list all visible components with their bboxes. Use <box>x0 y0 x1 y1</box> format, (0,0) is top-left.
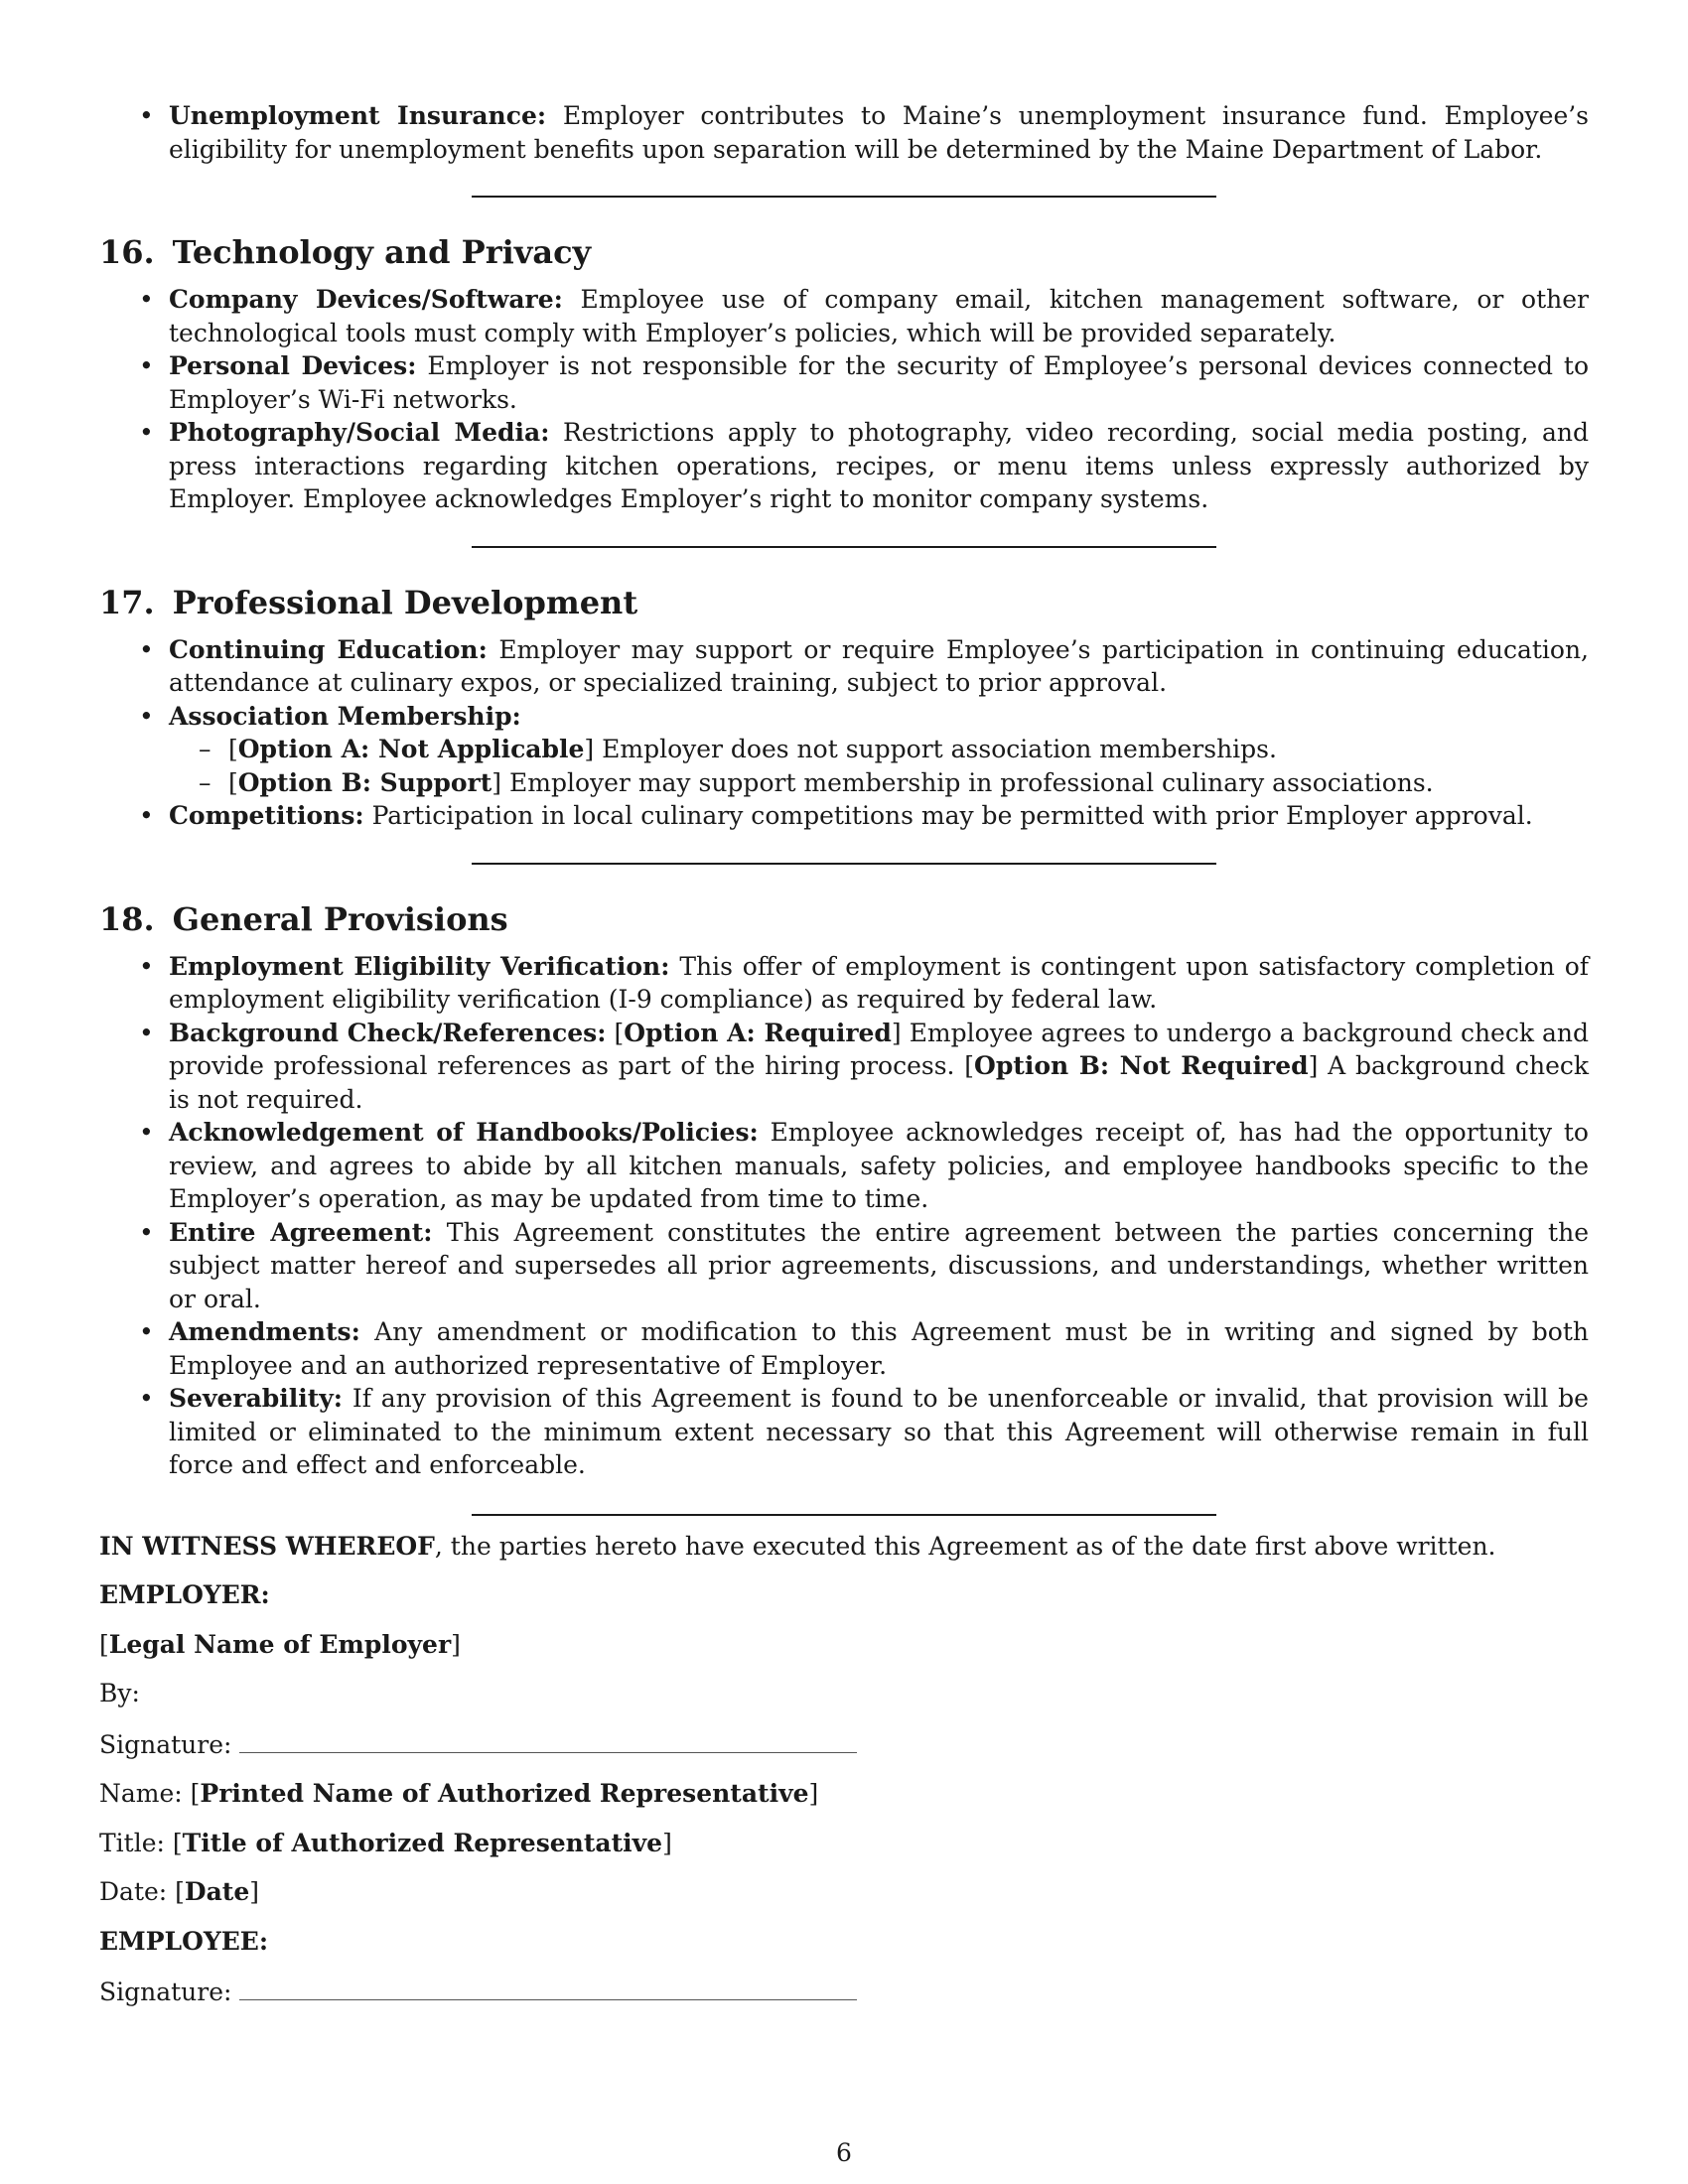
bullet-text: Any amendment or modification to this Agreement must be in writing and signed by both Employee and an authorized representative of Employer. <box>169 1317 1589 1380</box>
option-label: Option A: Not Applicable <box>237 735 585 763</box>
bullet-entire-agreement <box>169 1216 1589 1316</box>
option-item: – [Option B: Support] Employer may support membership in professional culinary associations. <box>228 766 1589 800</box>
bullet-label: Company Devices/Software: <box>169 285 563 314</box>
option-text: A background check is not required. <box>169 1051 1590 1114</box>
section-title: Technology and Privacy <box>172 233 592 271</box>
employer-signature-line[interactable] <box>239 1726 857 1753</box>
bullet-handbooks <box>169 1116 1589 1216</box>
bullet-text: Employer is not responsible for the security of Employee’s personal devices connected to Employer’s Wi-Fi networks. <box>169 351 1590 414</box>
section-16-list <box>99 283 1589 516</box>
bullet-label: Personal Devices: <box>169 351 417 380</box>
bullet-severability <box>169 1382 1589 1482</box>
bullet-label: Competitions: <box>169 801 364 830</box>
bullet-label: Entire Agreement: <box>169 1217 433 1247</box>
bullet-unemployment-insurance <box>169 99 1589 166</box>
employee-signature-line[interactable] <box>239 1974 857 2000</box>
section-title: General Provisions <box>172 899 508 938</box>
name-value: Printed Name of Authorized Representative <box>200 1779 809 1808</box>
option-text: Employee agrees to undergo a background check and provide professional references as part of the hiring process. <box>169 1018 1590 1080</box>
signature-label: Signature: <box>99 1978 232 2006</box>
bullet-label: Severability: <box>169 1384 344 1413</box>
employer-heading: EMPLOYER: <box>99 1580 270 1609</box>
bullet-continuing-education <box>169 633 1589 700</box>
section-divider <box>472 863 1216 865</box>
bullet-label: Background Check/References: <box>169 1018 607 1047</box>
bullet-association-membership <box>169 700 1589 800</box>
option-label: Option B: Support <box>237 767 492 797</box>
bullet-text: If any provision of this Agreement is found to be unenforceable or invalid, that provision will be limited or eliminated to the minimum extent necessary so that this Agreement will otherwise remain in full force and effect and enforceable. <box>169 1384 1589 1479</box>
title-value: Title of Authorized Representative <box>182 1828 663 1857</box>
bullet-amendments <box>169 1315 1589 1382</box>
bullet-text: This offer of employment is contingent upon satisfactory completion of employment eligibility verification (I-9 compliance) as required by federal law. <box>169 951 1590 1014</box>
bullet-label: Amendments: <box>169 1317 360 1346</box>
bullet-competitions <box>169 799 1589 833</box>
bullet-text: Restrictions apply to photography, video recording, social media posting, and press interactions regarding kitchen operations, recipes, or menu items unless expressly authorized by Employer. Employee acknowledges Employer’s right to monitor company systems. <box>169 418 1589 513</box>
bullet-text: Employee use of company email, kitchen management software, or other technological tools must comply with Employer’s policies, which will be provided separately. <box>169 285 1589 347</box>
name-label: Name: <box>99 1779 183 1808</box>
document-page <box>99 99 1589 2009</box>
bullet-text: Participation in local culinary competitions may be permitted with prior Employer approval. <box>371 801 1533 830</box>
bullet-personal-devices <box>169 349 1589 416</box>
bullet-label: Employment Eligibility Verification: <box>169 951 670 981</box>
bullet-employment-eligibility <box>169 950 1589 1017</box>
option-text: Employer may support membership in professional culinary associations. <box>509 767 1434 797</box>
bullet-company-devices <box>169 283 1589 349</box>
section-divider <box>472 546 1216 548</box>
bullet-label: Photography/Social Media: <box>169 418 550 447</box>
bullet-label: Unemployment Insurance: <box>169 101 547 130</box>
witness-text: , the parties hereto have executed this Agreement as of the date first above written. <box>434 1531 1496 1561</box>
employee-heading: EMPLOYEE: <box>99 1926 269 1956</box>
section-15-list <box>99 99 1589 166</box>
bullet-label: Continuing Education: <box>169 634 488 664</box>
bullet-text: Employee acknowledges receipt of, has had the opportunity to review, and agrees to abide by all kitchen manuals, safety policies, and employee handbooks specific to the Employer’s operation, as may be updated from time to time. <box>169 1118 1589 1213</box>
bullet-photography-social-media <box>169 416 1589 516</box>
bullet-text: Employer may support or require Employee’s participation in continuing education, attendance at culinary expos, or specialized training, subject to prior approval. <box>169 634 1589 697</box>
section-heading-17 <box>99 583 1589 622</box>
title-label: Title: <box>99 1828 165 1857</box>
section-heading-16 <box>99 232 1589 272</box>
bullet-text: Employer contributes to Maine’s unemployment insurance fund. Employee’s eligibility for unemployment benefits upon separation will be determined by the Maine Department of Labor. <box>169 101 1590 164</box>
witness-statement <box>99 1530 1589 1564</box>
option-label: Option A: Required <box>624 1018 892 1047</box>
employer-by-label: By: <box>99 1679 140 1707</box>
section-number: 16. <box>99 233 155 271</box>
witness-lead: IN WITNESS WHEREOF <box>99 1531 435 1561</box>
association-options <box>169 733 1589 799</box>
signature-block <box>99 1530 1589 2009</box>
section-17-list <box>99 633 1589 833</box>
bullet-label: Acknowledgement of Handbooks/Policies: <box>169 1118 759 1147</box>
page-number: 6 <box>836 2138 852 2167</box>
bullet-label: Association Membership: <box>169 701 521 731</box>
section-number: 18. <box>99 899 155 938</box>
bullet-text: This Agreement constitutes the entire agreement between the parties concerning the subject matter hereof and supersedes all prior agreements, discussions, and understandings, whether written or oral. <box>169 1217 1590 1313</box>
section-divider <box>472 1514 1216 1516</box>
section-18-list <box>99 950 1589 1482</box>
option-label: Option B: Not Required <box>974 1051 1309 1080</box>
signature-label: Signature: <box>99 1729 232 1759</box>
employee-signature-row <box>99 1974 1589 2009</box>
option-text: Employer does not support association memberships. <box>602 735 1277 763</box>
employer-name-row: Name: [Printed Name of Authorized Representative] <box>99 1779 819 1808</box>
employer-date-row: Date: [Date] <box>99 1877 260 1906</box>
employer-legal-name: [Legal Name of Employer] <box>99 1629 461 1659</box>
date-label: Date: <box>99 1877 168 1906</box>
bullet-background-check: • Background Check/References: [Option A: Required] Employee agrees to undergo a background check and provide professional references as part of the hiring process. [Option B: Not Required] A background check is not required. <box>169 1017 1589 1117</box>
employer-signature-row <box>99 1726 1589 1762</box>
date-value: Date <box>184 1877 250 1906</box>
section-title: Professional Development <box>172 583 638 621</box>
section-heading-18 <box>99 899 1589 939</box>
employer-title-row: Title: [Title of Authorized Representative] <box>99 1828 672 1857</box>
option-item: – [Option A: Not Applicable] Employer does not support association memberships. <box>228 733 1589 766</box>
section-number: 17. <box>99 583 155 621</box>
section-divider <box>472 196 1216 198</box>
